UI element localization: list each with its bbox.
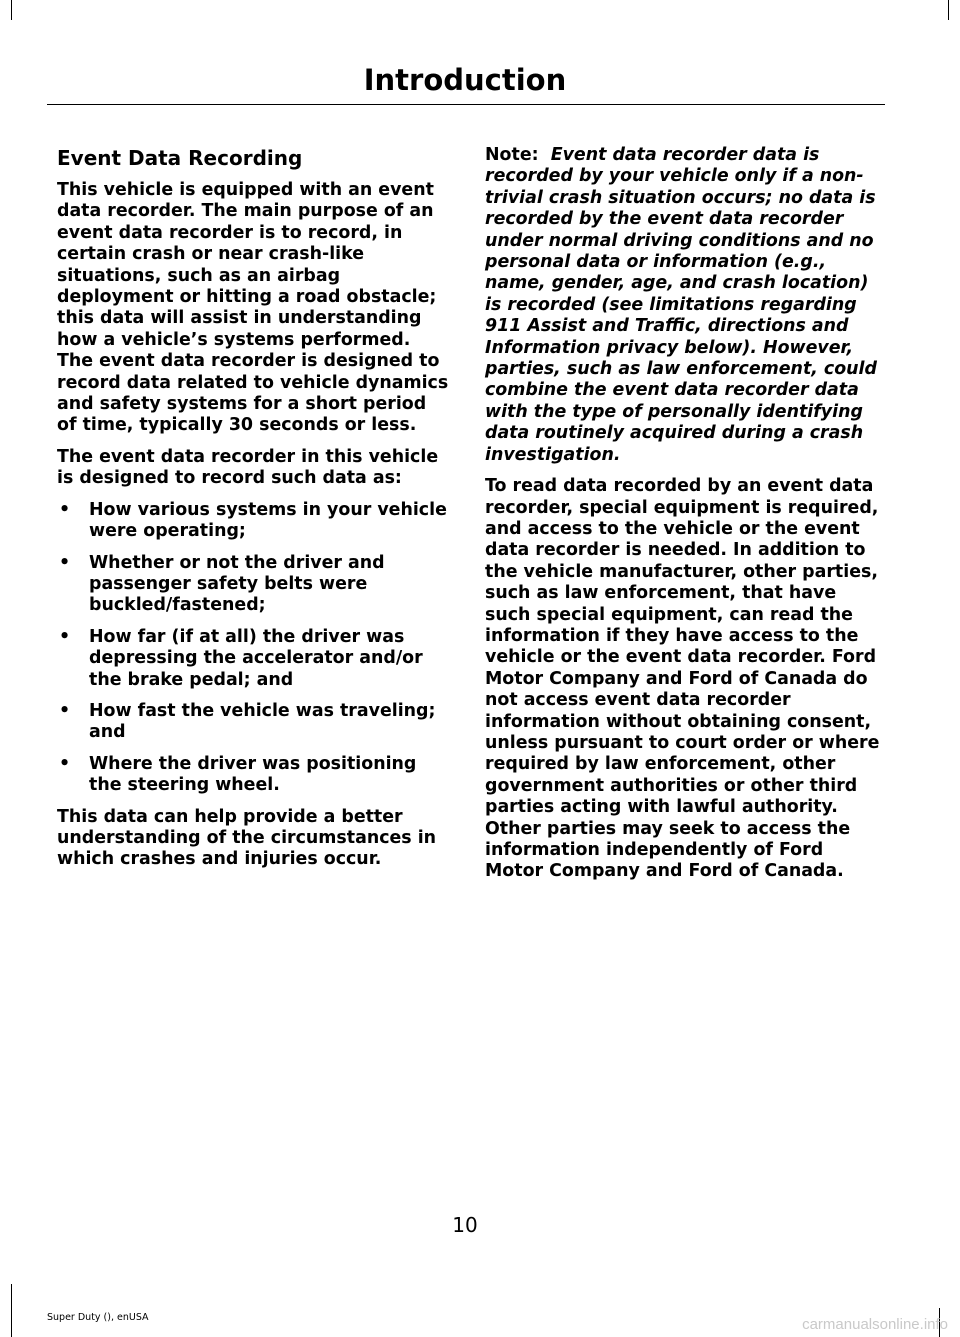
list-item: • How various systems in your vehicle were operating;	[59, 499, 447, 542]
page-number: 10	[452, 1213, 478, 1237]
note-text: Event data recorder data is recorded by your vehicle only if a non-trivial crash situation occurs; no data is recorded by the event data recorder under normal driving conditions and no personal data or information (e.g., name, gender, age, and crash location) is recorded (see limitations regarding 911 Assist and Traffic, directions and Information privacy below). However, parties, such as law enforcement, could combine the event data recorder data with the type of personally identifying data routinely acquired during a crash investigation.	[485, 145, 877, 465]
intro-paragraph: This vehicle is equipped with an event data recorder. The main purpose of an event data recorder is to record, in certain crash or near crash-like situations, such as an airbag deployment or hitting a road obstacle; this data will assist in understanding how a vehicle’s systems performed. The event data recorder is designed to record data related to vehicle dynamics and safety systems for a short period of time, typically 30 seconds or less.	[57, 180, 449, 436]
section-title: Introduction	[363, 63, 567, 97]
list-item: • Where the driver was positioning the steering wheel.	[59, 753, 417, 796]
list-intro-paragraph: The event data recorder in this vehicle is designed to record such data as:	[57, 446, 439, 489]
left-column	[57, 145, 449, 881]
crop-mark-bottom-left	[11, 1284, 12, 1337]
note-paragraph	[485, 145, 880, 466]
list-item: • Whether or not the driver and passenger safety belts were buckled/fastened;	[59, 552, 385, 616]
edition-footer: Super Duty (), enUSA	[47, 1312, 149, 1323]
list-item: • How fast the vehicle was traveling; and	[59, 700, 436, 743]
bullet-icon: •	[59, 552, 71, 573]
bullet-icon: •	[59, 499, 71, 520]
note-label: Note:	[485, 145, 539, 165]
watermark: carmanualsonline.info	[802, 1316, 948, 1333]
section-heading: Event Data Recording	[57, 146, 303, 170]
bullet-icon: •	[59, 626, 71, 647]
recorded-data-list	[57, 500, 449, 797]
list-item: • How far (if at all) the driver was depressing the accelerator and/or the brake pedal; and	[59, 626, 423, 690]
bullet-icon: •	[59, 700, 71, 721]
bullet-icon: •	[59, 753, 71, 774]
access-paragraph: To read data recorded by an event data recorder, special equipment is required, and access to the vehicle or the event data recorder is needed. In addition to the vehicle manufacturer, other parties, such as law enforcement, that have such special equipment, can read the information if they have access to the vehicle or the event data recorder. Ford Motor Company and Ford of Canada do not access event data recorder information without obtaining consent, unless pursuant to court order or where required by law enforcement, other government authorities or other third parties acting with lawful authority. Other parties may seek to access the information independently of Ford Motor Company and Ford of Canada.	[485, 476, 880, 882]
header-rule	[47, 104, 885, 105]
right-column	[485, 145, 880, 893]
crop-mark-top-right	[948, 0, 949, 20]
closing-paragraph: This data can help provide a better understanding of the circumstances in which crashes and injuries occur.	[57, 806, 437, 870]
crop-mark-top-left	[11, 0, 12, 20]
